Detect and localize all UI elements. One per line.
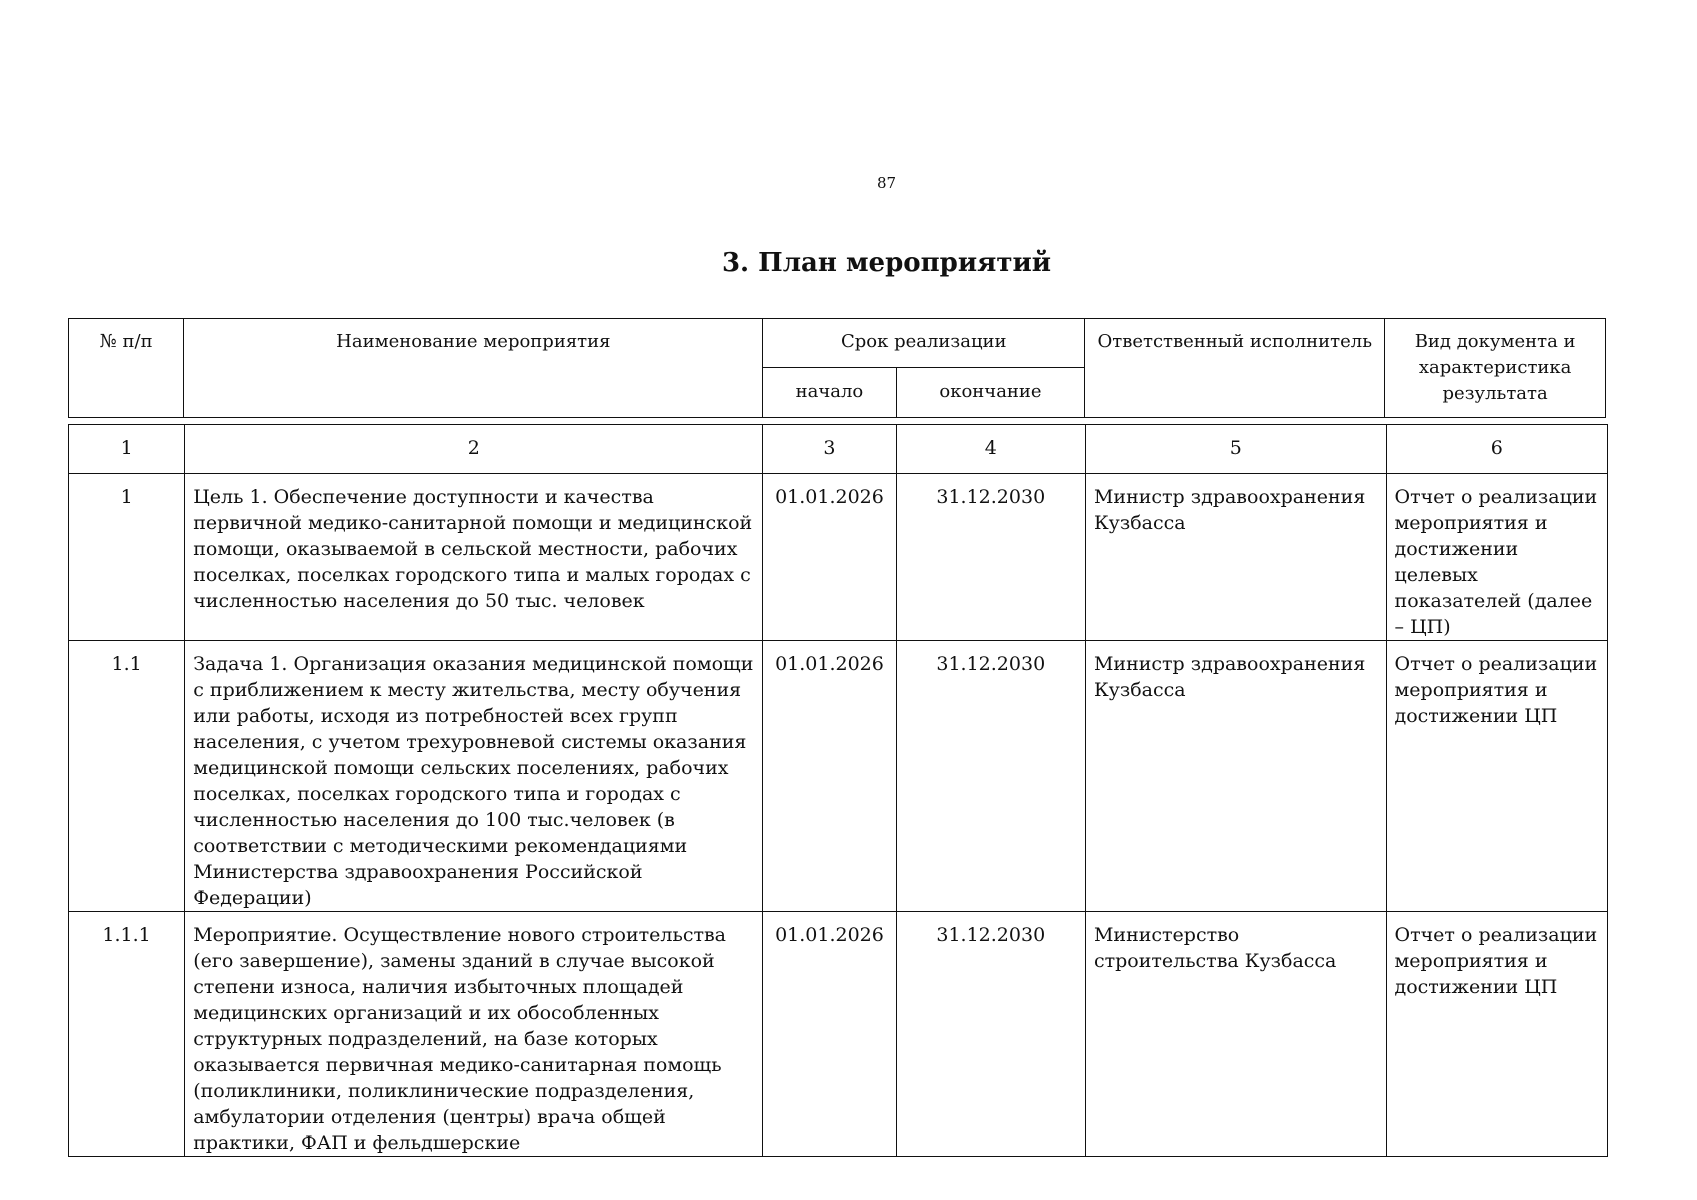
table-header [68, 318, 1606, 418]
column-number: 4 [896, 425, 1085, 474]
row-responsible: Министр здравоохранения Кузбасса [1085, 474, 1386, 641]
header-start: начало [763, 368, 896, 418]
header-result: Вид документа и характеристика результата [1385, 319, 1606, 418]
column-number: 6 [1386, 425, 1607, 474]
row-num: 1 [69, 474, 185, 641]
row-responsible: Министерство строительства Кузбасса [1085, 912, 1386, 1157]
row-result: Отчет о реализации мероприятия и достижении целевых показателей (далее – ЦП) [1386, 474, 1607, 641]
row-name: Мероприятие. Осуществление нового строительства (его завершение), замены зданий в случае высокой степени износа, наличия избыточных площадей медицинских организаций и их обособленных структурных подразделений, на базе которых оказывается первичная медико-санитарная помощь (поликлиники, поликлинические подразделения, амбулатории отделения (центры) врача общей практики, ФАП и фельдшерские [185, 912, 763, 1157]
table-row [69, 474, 1608, 641]
row-start: 01.01.2026 [763, 641, 896, 912]
row-end: 31.12.2030 [896, 474, 1085, 641]
activities-table [68, 424, 1608, 1157]
row-name: Цель 1. Обеспечение доступности и качества первичной медико-санитарной помощи и медицинской помощи, оказываемой в сельской местности, рабочих поселках, поселках городского типа и малых городах с численностью населения до 50 тыс. человек [185, 474, 763, 641]
column-number: 5 [1085, 425, 1386, 474]
row-result: Отчет о реализации мероприятия и достижении ЦП [1386, 912, 1607, 1157]
column-number: 3 [763, 425, 896, 474]
row-start: 01.01.2026 [763, 912, 896, 1157]
section-title: 3. План мероприятий [721, 248, 1052, 278]
row-result: Отчет о реализации мероприятия и достижении ЦП [1386, 641, 1607, 912]
row-start: 01.01.2026 [763, 474, 896, 641]
row-end: 31.12.2030 [896, 912, 1085, 1157]
row-num: 1.1.1 [69, 912, 185, 1157]
header-responsible: Ответственный исполнитель [1085, 319, 1385, 418]
table-row [69, 912, 1608, 1157]
column-number: 2 [185, 425, 763, 474]
row-name: Задача 1. Организация оказания медицинской помощи с приближением к месту жительства, месту обучения или работы, исходя из потребностей всех групп населения, с учетом трехуровневой системы оказания медицинской помощи сельских поселениях, рабочих поселках, поселках городского типа и городах с численностью населения до 100 тыс.человек (в соответствии с методическими рекомендациями Министерства здравоохранения Российской Федерации) [185, 641, 763, 912]
header-period: Срок реализации [763, 319, 1085, 368]
table-row [69, 641, 1608, 912]
column-number-row [69, 425, 1608, 474]
row-end: 31.12.2030 [896, 641, 1085, 912]
row-responsible: Министр здравоохранения Кузбасса [1085, 641, 1386, 912]
header-num: № п/п [69, 319, 184, 418]
header-end: окончание [896, 368, 1085, 418]
column-number: 1 [69, 425, 185, 474]
page-number: 87 [876, 174, 897, 192]
row-num: 1.1 [69, 641, 185, 912]
header-name: Наименование мероприятия [184, 319, 763, 418]
